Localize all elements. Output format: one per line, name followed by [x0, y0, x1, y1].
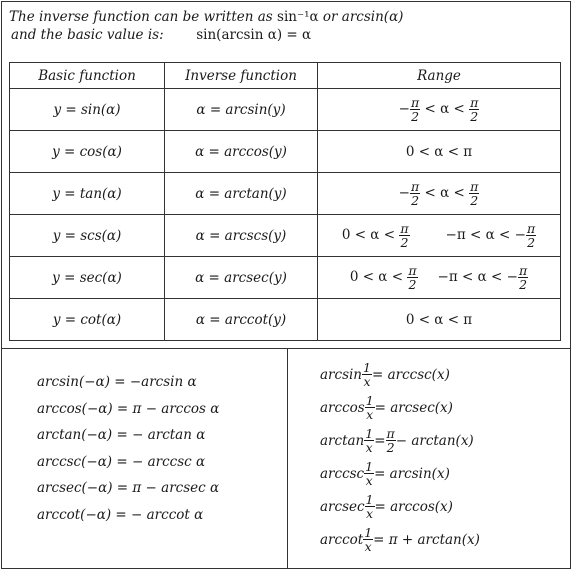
fraction-numerator: 1 — [364, 525, 373, 540]
header-inverse-function: Inverse function — [165, 63, 318, 89]
negative-argument-identities — [37, 373, 219, 532]
range-text: < α < — [420, 185, 470, 201]
identity-negative-argument: arctan(−α) = − arctan α — [37, 427, 206, 443]
fraction-denominator: 2 — [400, 235, 409, 250]
identity-negative-argument: arccos(−α) = π − arccos α — [37, 400, 220, 417]
identity-rhs: = arccsc(x) — [371, 366, 450, 383]
fraction-numerator: 1 — [363, 360, 371, 375]
fraction-numerator: π — [408, 263, 417, 278]
identity-negative-argument: arcsin(−α) = −arcsin α — [37, 374, 197, 390]
pi-over-two — [469, 96, 479, 123]
pi-over-two — [407, 264, 417, 291]
fraction-denominator: 2 — [411, 193, 420, 208]
range-cell — [318, 257, 561, 299]
fraction-numerator: 1 — [365, 492, 374, 507]
fraction-denominator: 2 — [408, 277, 417, 292]
identity-lhs: arcsec — [320, 498, 365, 515]
identity-lhs: arctan — [320, 432, 365, 449]
range-text: 0 < α < — [341, 227, 400, 243]
basic-function-cell: y = cot(α) — [10, 299, 165, 341]
inverse-function-table — [9, 62, 561, 341]
pi-over-two — [518, 264, 528, 291]
fraction-denominator: 2 — [527, 235, 536, 250]
fraction-denominator: 2 — [519, 277, 528, 292]
pi-over-two — [469, 180, 479, 207]
fraction-numerator: 1 — [365, 459, 374, 474]
table-row — [10, 215, 561, 257]
fraction-numerator: π — [470, 95, 479, 110]
inverse-function-cell: α = arccos(y) — [165, 131, 318, 173]
fraction-denominator: x — [366, 407, 374, 422]
identity-negative-argument: arccot(−α) = − arccot α — [37, 506, 204, 523]
range-text: 0 < α < π — [405, 143, 473, 160]
equals-sign: = — [374, 432, 386, 449]
fraction-numerator: π — [526, 221, 536, 236]
basic-function-cell: y = sin(α) — [10, 89, 165, 131]
intro-line1: The inverse function can be written as — [9, 9, 278, 25]
inverse-function-cell: α = arcsec(y) — [165, 257, 318, 299]
identity-reciprocal — [320, 490, 480, 523]
header-basic-function: Basic function — [10, 63, 165, 89]
identity-lhs: arcsin — [320, 366, 363, 383]
range-cell — [318, 215, 561, 257]
fraction-numerator: π — [400, 221, 409, 236]
fraction-numerator: π — [470, 179, 479, 194]
identity-lhs: arccot — [320, 531, 364, 548]
intro-line2: and the basic value is: — [11, 27, 164, 43]
identity-rhs: = π + arctan(x) — [373, 531, 480, 548]
intro-text — [9, 8, 403, 44]
identity-reciprocal — [320, 391, 480, 424]
fraction-numerator: π — [410, 95, 420, 110]
fraction-denominator: 2 — [470, 193, 479, 208]
fraction-denominator: 2 — [386, 440, 395, 455]
table-row — [10, 257, 561, 299]
basic-function-cell: y = tan(α) — [10, 173, 165, 215]
fraction-denominator: 2 — [411, 109, 420, 124]
fraction-denominator: x — [363, 374, 371, 389]
pi-over-two — [526, 222, 536, 249]
pi-over-two — [410, 180, 420, 207]
pi-over-two — [410, 96, 420, 123]
range-text: −π < α < − — [437, 269, 518, 285]
range-cell — [318, 89, 561, 131]
fraction-numerator: π — [386, 426, 395, 441]
minus-sign: − — [398, 185, 410, 201]
identity-rhs: = arccos(x) — [374, 498, 453, 515]
inverse-function-cell: α = arccot(y) — [165, 299, 318, 341]
table-row — [10, 89, 561, 131]
fraction-numerator: 1 — [365, 426, 374, 441]
intro-formula: sin(arcsin α) = α — [196, 27, 312, 43]
basic-function-cell: y = sec(α) — [10, 257, 165, 299]
fraction-numerator: π — [410, 179, 420, 194]
identity-reciprocal — [320, 424, 480, 457]
one-over-x — [365, 493, 375, 520]
basic-function-cell: y = scs(α) — [10, 215, 165, 257]
reciprocal-identities — [320, 358, 480, 556]
one-over-x — [364, 460, 374, 487]
inverse-function-cell: α = arcsin(y) — [165, 89, 318, 131]
one-over-x — [364, 427, 374, 454]
pi-over-two — [386, 427, 396, 454]
identity-reciprocal — [320, 523, 480, 556]
identity-rhs: = arcsec(x) — [374, 399, 453, 416]
identity-negative-argument: arccsc(−α) = − arccsc α — [37, 453, 206, 470]
identity-lhs: arccos — [320, 399, 365, 416]
one-over-x — [362, 361, 372, 388]
table-row — [10, 131, 561, 173]
minus-sign: − — [398, 101, 410, 117]
fraction-numerator: π — [518, 263, 528, 278]
one-over-x — [363, 526, 373, 553]
fraction-denominator: x — [365, 506, 374, 521]
range-cell — [318, 173, 561, 215]
identity-rhs: − arctan(x) — [395, 432, 474, 449]
fraction-denominator: x — [365, 440, 373, 455]
divider-horizontal — [1, 348, 571, 349]
identity-reciprocal — [320, 358, 480, 391]
identity-negative-argument: arcsec(−α) = π − arcsec α — [37, 480, 220, 496]
divider-vertical — [287, 348, 288, 569]
range-cell — [318, 299, 561, 341]
table-row — [10, 173, 561, 215]
inverse-function-cell: α = arcscs(y) — [165, 215, 318, 257]
identity-rhs: = arcsin(x) — [374, 465, 450, 482]
table-row — [10, 299, 561, 341]
one-over-x — [365, 394, 375, 421]
basic-function-cell: y = cos(α) — [10, 131, 165, 173]
range-text: −π < α < − — [445, 227, 526, 243]
fraction-denominator: x — [365, 473, 373, 488]
header-range: Range — [318, 63, 561, 89]
identity-reciprocal — [320, 457, 480, 490]
range-cell — [318, 131, 561, 173]
fraction-denominator: 2 — [470, 109, 479, 124]
fraction-denominator: x — [364, 539, 372, 554]
inverse-function-cell: α = arctan(y) — [165, 173, 318, 215]
intro-or: or arcsin(α) — [322, 9, 404, 25]
range-text: 0 < α < π — [405, 311, 473, 328]
range-text: 0 < α < — [349, 269, 408, 285]
range-text: < α < — [420, 101, 470, 117]
identity-lhs: arccsc — [320, 465, 365, 482]
pi-over-two — [399, 222, 409, 249]
intro-notation: sin⁻¹α — [277, 9, 319, 25]
fraction-numerator: 1 — [365, 393, 374, 408]
